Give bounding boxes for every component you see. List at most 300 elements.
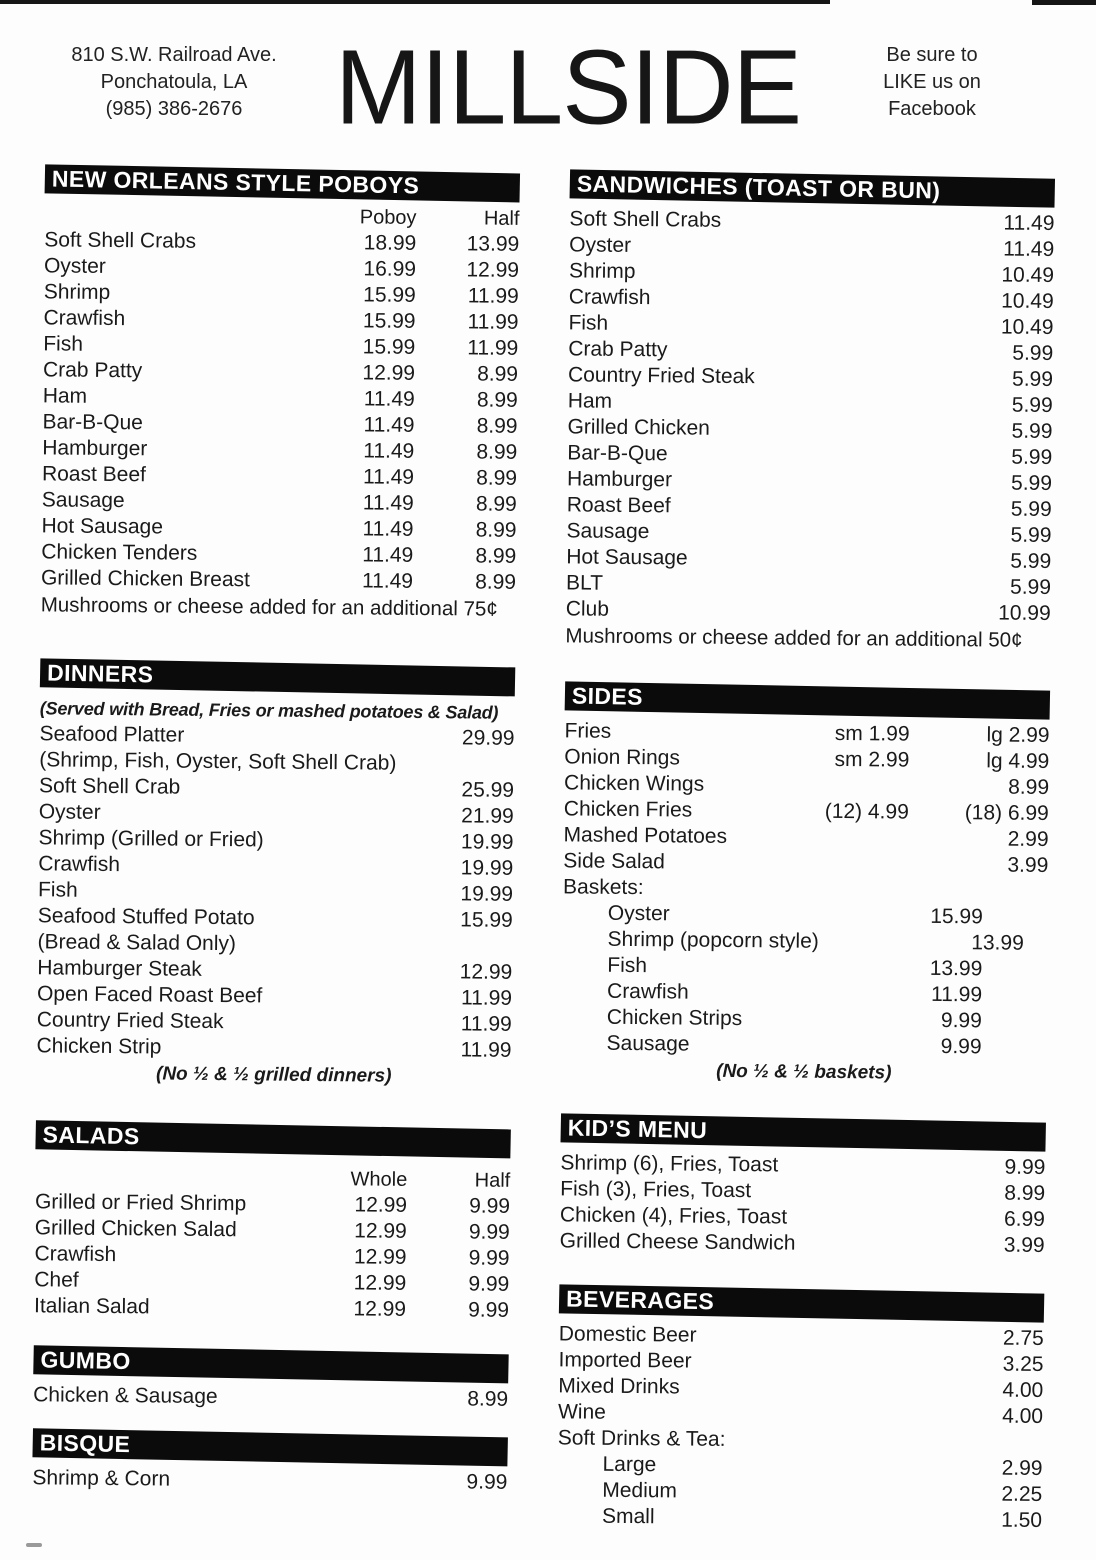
item-name: Crab Patty: [42, 357, 143, 382]
menu-item-row: [562, 952, 1047, 983]
menu-item-row: [35, 1189, 510, 1220]
item-price-half: 8.99: [476, 414, 518, 438]
menu-item-row: [34, 1241, 509, 1272]
menu-item-row: [569, 284, 1054, 315]
item-price-half: 8.99: [475, 544, 517, 568]
item-price-large: 9.99: [940, 1008, 982, 1032]
item-price-small: [777, 1051, 907, 1052]
menu-item-row: [558, 1425, 1043, 1456]
menu-item-row: [39, 747, 514, 778]
menu-item-row: [41, 539, 516, 570]
menu-item-row: [44, 253, 519, 284]
menu-item-row: [568, 336, 1053, 367]
item-name: Fish: [607, 953, 648, 977]
item-price: 5.99: [1011, 367, 1054, 391]
facebook-note-line: Be sure to: [886, 44, 978, 66]
item-price-large: lg 2.99: [986, 722, 1050, 747]
menu-item-row: [44, 279, 519, 310]
item-name: Ham: [567, 388, 613, 413]
beverages-list: [557, 1321, 1044, 1534]
menu-item-row: [43, 357, 518, 388]
item-price-full: 11.49: [362, 464, 415, 489]
poboys-list: [41, 227, 519, 596]
item-price: 19.99: [460, 829, 514, 854]
item-price: 5.99: [1009, 575, 1052, 599]
item-name: Hamburger: [566, 466, 673, 491]
item-name: Oyster: [569, 232, 632, 257]
facebook-note: [846, 42, 1018, 123]
menu-item-row: [560, 1176, 1045, 1207]
item-name: Shrimp & Corn: [32, 1465, 171, 1491]
item-price: 19.99: [460, 881, 514, 906]
menu-item-row: [564, 770, 1049, 801]
menu-item-row: [39, 721, 514, 752]
item-price-whole: 12.99: [353, 1244, 407, 1269]
item-name: Soft Shell Crabs: [44, 227, 197, 253]
section-title-bisque: [32, 1428, 507, 1466]
item-name: Wine: [557, 1399, 607, 1424]
item-price-small: [778, 895, 908, 896]
section-beverages: [557, 1284, 1044, 1534]
item-price-large: (18) 6.99: [964, 800, 1049, 825]
sides-list: [561, 718, 1049, 1061]
scan-speck-artifact: [26, 1543, 42, 1547]
item-price-half: 11.99: [467, 335, 519, 360]
item-name: Open Faced Roast Beef: [36, 981, 263, 1008]
section-dinners: [36, 658, 515, 1091]
item-name: Chicken Tenders: [41, 539, 198, 565]
item-price: 3.25: [1002, 1352, 1044, 1376]
item-price: 11.49: [1003, 211, 1055, 235]
item-price-full: 11.49: [363, 412, 415, 437]
menu-item-row: [568, 362, 1053, 393]
item-name: Domestic Beer: [558, 1321, 697, 1347]
salads-column-headers: [35, 1163, 510, 1194]
bisque-list: [32, 1465, 507, 1496]
item-name: Crawfish: [34, 1241, 117, 1266]
item-price: [923, 1447, 1043, 1448]
menu-item-row: [566, 518, 1051, 549]
item-price-full: 16.99: [363, 256, 417, 281]
left-column: [32, 164, 520, 1528]
item-name: Crawfish: [43, 305, 126, 330]
menu-item-row: [567, 440, 1052, 471]
item-price-whole: 12.99: [354, 1218, 407, 1243]
menu-item-row: [43, 331, 518, 362]
item-price-small: sm 1.99: [834, 721, 910, 746]
item-name: BLT: [565, 570, 604, 595]
item-name: Hamburger Steak: [37, 955, 202, 981]
menu-item-row: [34, 1293, 509, 1324]
item-name: Shrimp (popcorn style): [607, 927, 819, 953]
sandwiches-note: Mushrooms or cheese added for an additional 50¢: [565, 623, 1023, 652]
item-price-full: 11.49: [362, 516, 414, 541]
restaurant-name: MILLSIDE: [335, 28, 801, 148]
menu-item-row: [564, 796, 1049, 827]
item-name: Soft Drinks & Tea:: [557, 1425, 726, 1451]
item-price: 3.99: [1003, 1233, 1045, 1257]
item-price-half: 8.99: [477, 362, 519, 386]
menu-item-row: [563, 822, 1048, 853]
item-name: Shrimp (6), Fries, Toast: [560, 1150, 779, 1177]
item-name: Baskets:: [562, 874, 644, 899]
item-price: [409, 951, 512, 952]
facebook-note-line: LIKE us on: [883, 71, 981, 93]
menu-item-row: [38, 903, 513, 934]
item-name: Chef: [34, 1267, 79, 1292]
menu-item-row: [566, 596, 1051, 627]
item-name: Crawfish: [568, 284, 651, 309]
item-price: 5.99: [1010, 549, 1052, 573]
menu-item-row: [566, 570, 1051, 601]
item-name: Crawfish: [38, 851, 121, 876]
item-name: Sausage: [566, 518, 650, 543]
menu-item-row: [39, 799, 514, 830]
item-price-half: 9.99: [468, 1272, 510, 1296]
item-price: 6.99: [1003, 1207, 1046, 1231]
menu-item-row: [567, 492, 1052, 523]
item-price-large: 15.99: [930, 904, 983, 928]
menu-columns: [0, 163, 1096, 1533]
item-name: Shrimp (Grilled or Fried): [38, 825, 264, 852]
section-sandwiches: [565, 169, 1055, 654]
item-price-half: 11.99: [467, 283, 519, 308]
menu-item-row: [562, 978, 1047, 1009]
item-price: 5.99: [1011, 393, 1053, 417]
section-title-poboys: [45, 164, 520, 202]
item-name: Roast Beef: [41, 461, 147, 486]
item-price-half: 8.99: [475, 492, 517, 516]
item-price-full: 11.49: [362, 542, 414, 567]
menu-item-row: [43, 305, 518, 336]
item-name: Sausage: [606, 1031, 690, 1056]
menu-item-row: [564, 744, 1049, 775]
item-price: 9.99: [466, 1470, 508, 1494]
item-name: Country Fried Steak: [567, 362, 755, 388]
item-price: 2.99: [1001, 1456, 1043, 1480]
item-name: Oyster: [43, 253, 106, 278]
item-price-small: [778, 869, 908, 870]
item-price: 11.99: [460, 985, 513, 1010]
menu-item-row: [559, 1321, 1044, 1352]
item-price: 8.99: [467, 1387, 509, 1411]
address-street: 810 S.W. Railroad Ave.: [71, 44, 277, 66]
section-title-kids-menu: [560, 1113, 1045, 1151]
item-name: Hot Sausage: [41, 513, 164, 539]
item-price-half: 12.99: [466, 257, 520, 282]
item-name: Grilled Chicken: [567, 414, 710, 440]
item-name: Crab Patty: [568, 336, 668, 361]
menu-item-row: [32, 1465, 507, 1496]
item-price-large: 9.99: [940, 1034, 982, 1058]
item-price-half: 11.99: [467, 309, 519, 334]
item-price: 25.99: [461, 777, 515, 802]
menu-item-row: [557, 1503, 1042, 1534]
menu-item-row: [37, 955, 512, 986]
menu-item-row: [569, 206, 1054, 237]
item-name: Grilled Chicken Salad: [34, 1215, 237, 1241]
item-price: 10.49: [1000, 315, 1054, 339]
menu-item-row: [37, 1007, 512, 1038]
item-name: Chicken Fries: [563, 796, 693, 822]
item-price: 10.99: [998, 601, 1051, 625]
item-name: Mashed Potatoes: [563, 822, 728, 848]
item-price-half: 9.99: [468, 1246, 510, 1270]
column-header-poboy: Poboy: [359, 205, 417, 229]
menu-item-row: [44, 227, 519, 258]
item-name: Shrimp: [568, 258, 636, 283]
item-price-small: [777, 1025, 907, 1026]
section-title-text: DINNERS: [46, 659, 154, 688]
item-price-full: 11.49: [361, 568, 414, 593]
menu-item-row: [561, 1030, 1046, 1061]
menu-item-row: [562, 926, 1047, 957]
dinners-list: [36, 721, 514, 1064]
item-price-large: lg 4.99: [986, 748, 1050, 773]
section-title-text: SALADS: [42, 1121, 140, 1149]
menu-item-row: [38, 877, 513, 908]
menu-item-row: [560, 1150, 1045, 1181]
item-name: Grilled Chicken Breast: [40, 565, 251, 591]
item-price: 15.99: [460, 907, 513, 932]
menu-item-row: [563, 848, 1048, 879]
menu-item-row: [42, 409, 517, 440]
item-price-small: sm 2.99: [834, 747, 910, 772]
item-price: 2.75: [1002, 1326, 1044, 1350]
section-title-dinners: [40, 658, 515, 696]
item-price: 11.99: [460, 1037, 512, 1062]
menu-item-row: [34, 1267, 509, 1298]
section-gumbo: [33, 1345, 509, 1413]
column-header-whole: Whole: [350, 1167, 408, 1191]
item-name: Medium: [602, 1478, 678, 1503]
item-name: Shrimp: [43, 279, 111, 304]
menu-item-row: [568, 310, 1053, 341]
item-name: Imported Beer: [558, 1347, 692, 1373]
item-price-half: 8.99: [476, 440, 518, 464]
item-price: 10.49: [1001, 263, 1055, 287]
item-price: 5.99: [1011, 445, 1053, 469]
item-name: Seafood Platter: [39, 721, 185, 747]
scan-edge-artifact: [0, 0, 830, 4]
item-price-full: 11.49: [363, 387, 415, 411]
restaurant-address: [58, 42, 290, 123]
item-price-large: 13.99: [971, 930, 1024, 955]
item-name: Chicken (4), Fries, Toast: [559, 1202, 788, 1229]
kids-menu-list: [560, 1150, 1046, 1259]
item-name: Italian Salad: [33, 1293, 150, 1318]
section-title-text: SANDWICHES (TOAST OR BUN): [576, 170, 941, 204]
item-price-half: 8.99: [475, 518, 517, 542]
menu-item-row: [558, 1347, 1043, 1378]
item-name: Fish: [37, 877, 78, 902]
item-price-half: 9.99: [469, 1194, 511, 1218]
section-title-gumbo: [33, 1345, 508, 1383]
section-poboys: [41, 164, 520, 623]
item-name: Hot Sausage: [566, 544, 688, 570]
scan-edge-artifact: [1032, 0, 1096, 5]
item-price: 2.25: [1001, 1482, 1043, 1506]
section-title-beverages: [559, 1284, 1044, 1322]
item-price: 5.99: [1010, 523, 1052, 547]
gumbo-list: [33, 1382, 508, 1413]
item-name: Grilled Cheese Sandwich: [559, 1228, 796, 1255]
item-name: Grilled or Fried Shrimp: [34, 1189, 247, 1215]
item-name: Mixed Drinks: [558, 1373, 680, 1399]
item-price: 12.99: [459, 959, 513, 984]
menu-item-row: [33, 1382, 508, 1413]
item-price-small: [779, 791, 909, 792]
poboys-column-headers: [44, 201, 519, 232]
item-name: Small: [601, 1504, 655, 1528]
item-price-half: 8.99: [476, 388, 518, 412]
menu-item-row: [568, 388, 1053, 419]
section-title-text: KID’S MENU: [567, 1114, 708, 1143]
item-name: Side Salad: [563, 848, 666, 873]
menu-item-row: [35, 1215, 510, 1246]
item-name: (Bread & Salad Only): [37, 929, 237, 955]
item-price-small: [778, 921, 908, 922]
item-price-large: 3.99: [1007, 853, 1049, 877]
item-name: Chicken Strip: [36, 1033, 162, 1059]
item-name: Bar-B-Que: [42, 409, 144, 434]
item-name: Roast Beef: [566, 492, 671, 517]
item-price-half: 9.99: [468, 1298, 510, 1322]
section-kids-menu: [560, 1113, 1046, 1259]
item-price-whole: 12.99: [353, 1270, 407, 1295]
item-price-full: 15.99: [362, 308, 416, 333]
item-name: Fish: [568, 310, 609, 335]
item-name: Soft Shell Crab: [38, 773, 181, 799]
menu-item-row: [43, 383, 518, 414]
item-price-large: 2.99: [1007, 827, 1049, 851]
menu-item-row: [37, 929, 512, 960]
item-price-full: 15.99: [363, 282, 416, 307]
item-price-full: 18.99: [363, 230, 417, 255]
section-title-text: GUMBO: [40, 1346, 131, 1374]
section-bisque: [32, 1428, 508, 1496]
item-price: 10.49: [1001, 289, 1054, 313]
section-title-text: SIDES: [571, 682, 644, 710]
menu-item-row: [41, 513, 516, 544]
facebook-note-line: Facebook: [888, 98, 976, 120]
section-title-salads: [35, 1120, 510, 1158]
menu-item-row: [557, 1477, 1042, 1508]
item-price-small: (12) 4.99: [824, 799, 909, 824]
item-name: Onion Rings: [564, 744, 681, 770]
item-name: Bar-B-Que: [567, 440, 668, 465]
item-name: Sausage: [41, 487, 125, 512]
menu-item-row: [42, 487, 517, 518]
item-name: Fish (3), Fries, Toast: [560, 1176, 752, 1202]
item-name: Club: [565, 596, 610, 621]
item-price-large: 11.99: [930, 982, 983, 1006]
item-name: Chicken Strips: [606, 1005, 743, 1030]
item-name: Oyster: [607, 901, 670, 925]
menu-item-row: [39, 773, 514, 804]
item-price-whole: 12.99: [354, 1192, 408, 1217]
menu-item-row: [563, 900, 1048, 931]
section-title-text: BEVERAGES: [565, 1285, 715, 1314]
item-name: Country Fried Steak: [36, 1007, 224, 1033]
menu-item-row: [36, 1033, 511, 1064]
item-price-whole: 12.99: [353, 1296, 407, 1321]
item-name: Hamburger: [42, 435, 148, 460]
menu-item-row: [42, 461, 517, 492]
item-price-small: [777, 973, 907, 974]
menu-item-row: [569, 258, 1054, 289]
item-name: Chicken & Sausage: [33, 1382, 218, 1408]
item-price-half: 9.99: [468, 1220, 510, 1244]
item-price: 11.49: [1003, 237, 1055, 261]
menu-item-row: [42, 435, 517, 466]
column-header-half: Half: [474, 1169, 511, 1192]
item-price: 21.99: [461, 803, 514, 828]
item-price: 29.99: [461, 725, 515, 750]
menu-item-row: [564, 718, 1049, 749]
menu-item-row: [560, 1228, 1045, 1259]
menu-item-row: [569, 232, 1054, 263]
item-price-half: 13.99: [466, 231, 520, 256]
item-price: 5.99: [1010, 497, 1052, 521]
item-name: (Shrimp, Fish, Oyster, Soft Shell Crab): [39, 747, 397, 775]
item-price: 4.00: [1002, 1378, 1044, 1402]
menu-item-row: [567, 466, 1052, 497]
item-price-large: 8.99: [1008, 775, 1050, 799]
item-name: Fries: [564, 718, 612, 743]
item-name: Fish: [43, 331, 84, 356]
dinners-subtitle: (Served with Bread, Fries or mashed potatoes & Salad): [39, 697, 499, 723]
item-price-large: 13.99: [929, 956, 983, 980]
menu-item-row: [558, 1399, 1043, 1430]
phone-number: (985) 386-2676: [105, 98, 243, 120]
column-header-half: Half: [483, 207, 520, 230]
section-sides: [561, 681, 1050, 1088]
item-price-full: 12.99: [362, 360, 416, 385]
item-price: 5.99: [1011, 419, 1053, 443]
section-title-sandwiches: [570, 169, 1055, 207]
item-name: Soft Shell Crabs: [569, 206, 722, 232]
item-price: 1.50: [1001, 1508, 1043, 1532]
poboys-note: Mushrooms or cheese added for an additional 75¢: [40, 592, 498, 621]
item-price: 5.99: [1012, 341, 1054, 365]
menu-item-row: [560, 1202, 1045, 1233]
menu-item-row: [567, 414, 1052, 445]
item-price-full: 15.99: [362, 334, 416, 359]
item-price-large: [908, 896, 1048, 897]
item-name: Oyster: [38, 799, 101, 824]
item-price: 5.99: [1010, 471, 1053, 495]
item-price: 19.99: [460, 855, 514, 880]
item-price: 11.99: [460, 1011, 512, 1036]
sides-note: (No ½ & ½ baskets): [716, 1060, 892, 1084]
item-price-half: 8.99: [476, 466, 518, 490]
menu-item-row: [38, 825, 513, 856]
section-salads: [34, 1120, 511, 1324]
sandwiches-list: [566, 206, 1055, 627]
item-price-small: [819, 947, 949, 948]
item-name: Seafood Stuffed Potato: [37, 903, 255, 929]
item-name: Chicken Wings: [563, 770, 705, 796]
item-price: 9.99: [1004, 1155, 1046, 1179]
item-price-small: [779, 843, 909, 844]
section-title-text: NEW ORLEANS STYLE POBOYS: [51, 165, 420, 199]
item-name: Ham: [42, 383, 88, 408]
menu-item-row: [558, 1373, 1043, 1404]
item-price-small: [777, 999, 907, 1000]
section-title-sides: [565, 681, 1050, 719]
menu-item-row: [557, 1451, 1042, 1482]
